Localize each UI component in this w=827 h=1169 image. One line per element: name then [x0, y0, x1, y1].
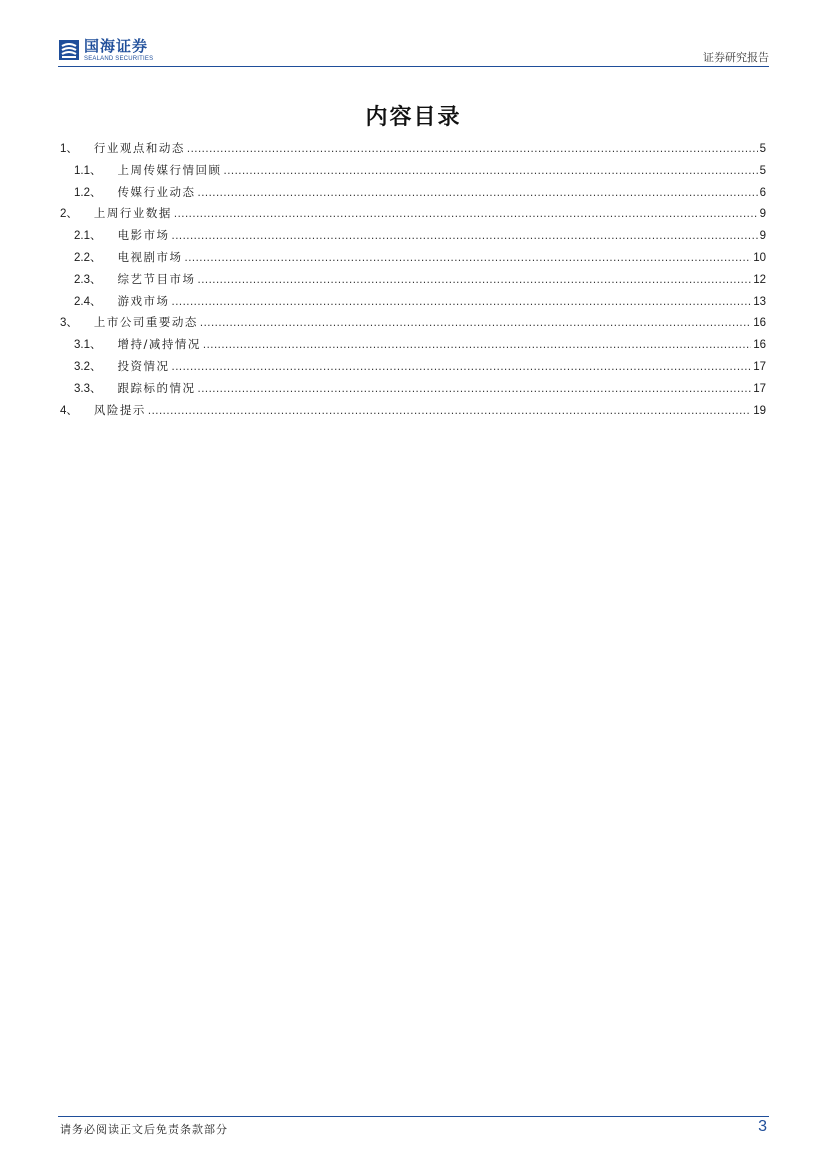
toc-entry-number: 3	[60, 317, 67, 330]
toc-entry[interactable]	[60, 356, 766, 378]
logo-chinese-name: 国海证券	[84, 36, 149, 55]
toc-entry-page: 17	[753, 382, 766, 395]
toc-entry-label: 上周行业数据	[93, 206, 172, 221]
toc-entry[interactable]	[60, 160, 766, 182]
toc-entry[interactable]	[60, 225, 766, 247]
toc-dot-leader	[198, 379, 752, 401]
toc-entry-number: 2	[60, 208, 67, 221]
toc-entry-label: 增持/减持情况	[117, 337, 201, 352]
toc-entry-label: 风险提示	[93, 402, 146, 417]
toc-entry-page: 19	[753, 404, 766, 417]
toc-entry-page: 17	[753, 360, 766, 373]
toc-dot-leader	[185, 248, 752, 270]
toc-entry-page: 9	[759, 230, 766, 243]
toc-entry[interactable]	[60, 291, 766, 313]
toc-entry[interactable]	[60, 400, 766, 422]
toc-entry-number: 2.2	[74, 251, 90, 264]
toc-entry-separator: 、	[66, 206, 78, 221]
toc-entry-separator: 、	[90, 228, 102, 243]
toc-entry-separator: 、	[90, 271, 102, 286]
toc-entry-page: 9	[759, 208, 766, 221]
toc-dot-leader	[203, 335, 751, 357]
page-number: 3	[758, 1118, 767, 1135]
page-header	[58, 36, 769, 66]
toc-dot-leader	[148, 401, 751, 423]
toc-entry[interactable]	[60, 269, 766, 291]
toc-entry-separator: 、	[90, 162, 102, 177]
toc-entry-number: 4	[60, 404, 67, 417]
toc-dot-leader	[224, 161, 758, 183]
toc-entry-separator: 、	[90, 184, 102, 199]
toc-dot-leader	[172, 292, 752, 314]
toc-entry-number: 1.1	[74, 164, 90, 177]
toc-dot-leader	[172, 226, 758, 248]
toc-entry-page: 13	[753, 295, 766, 308]
toc-entry-label: 行业观点和动态	[93, 141, 185, 155]
toc-entry-page: 5	[759, 164, 766, 177]
toc-entry-page: 10	[753, 251, 766, 264]
toc-entry-separator: 、	[90, 293, 102, 308]
toc-entry-label: 综艺节目市场	[117, 271, 196, 286]
header-divider	[58, 66, 769, 67]
toc-entry-label: 游戏市场	[117, 293, 170, 308]
toc-dot-leader	[172, 357, 752, 379]
table-of-contents	[60, 138, 766, 421]
toc-entry-number: 2.4	[74, 295, 90, 308]
toc-dot-leader	[174, 204, 758, 226]
toc-entry-number: 2.3	[74, 273, 90, 286]
toc-entry-separator: 、	[90, 358, 102, 373]
toc-entry-label: 传媒行业动态	[117, 184, 196, 199]
logo-english-name: SEALAND SECURITIES	[84, 55, 154, 62]
toc-entry-number: 3.1	[74, 339, 90, 352]
toc-entry-label: 投资情况	[117, 358, 170, 373]
toc-entry-separator: 、	[66, 315, 78, 330]
toc-entry-page: 16	[753, 317, 766, 330]
toc-entry-number: 3.3	[74, 382, 90, 395]
sealand-logo-icon	[58, 39, 80, 61]
toc-entry-label: 上市公司重要动态	[93, 315, 198, 330]
company-logo	[58, 36, 153, 64]
toc-entry-number: 3.2	[74, 360, 90, 373]
toc-entry[interactable]	[60, 334, 766, 356]
toc-entry-separator: 、	[90, 380, 102, 395]
toc-entry-page: 16	[753, 339, 766, 352]
toc-dot-leader	[198, 183, 758, 205]
toc-entry-label: 上周传媒行情回顾	[117, 162, 222, 177]
toc-entry[interactable]	[60, 247, 766, 269]
toc-entry[interactable]	[60, 312, 766, 334]
toc-entry-number: 2.1	[74, 230, 90, 243]
report-type-label: 证券研究报告	[703, 51, 769, 64]
toc-entry[interactable]	[60, 138, 766, 160]
toc-entry-number: 1	[60, 143, 67, 155]
toc-entry-page: 12	[753, 273, 766, 286]
toc-entry-page: 6	[759, 186, 766, 199]
toc-entry-label: 电视剧市场	[117, 249, 183, 264]
toc-entry-label: 跟踪标的情况	[117, 380, 196, 395]
toc-entry-label: 电影市场	[117, 228, 170, 243]
toc-entry[interactable]	[60, 203, 766, 225]
disclaimer-note: 请务必阅读正文后免责条款部分	[60, 1123, 228, 1136]
toc-title: 内容目录	[365, 105, 462, 130]
toc-entry-page: 5	[759, 143, 766, 155]
toc-dot-leader	[200, 313, 751, 335]
toc-entry-number: 1.2	[74, 186, 90, 199]
toc-entry-separator: 、	[66, 141, 78, 155]
toc-entry-separator: 、	[66, 402, 78, 417]
toc-dot-leader	[187, 139, 758, 161]
toc-entry[interactable]	[60, 378, 766, 400]
footer-divider	[58, 1116, 769, 1117]
toc-entry-separator: 、	[90, 337, 102, 352]
toc-entry-separator: 、	[90, 249, 102, 264]
toc-entry[interactable]	[60, 182, 766, 204]
toc-dot-leader	[198, 270, 752, 292]
